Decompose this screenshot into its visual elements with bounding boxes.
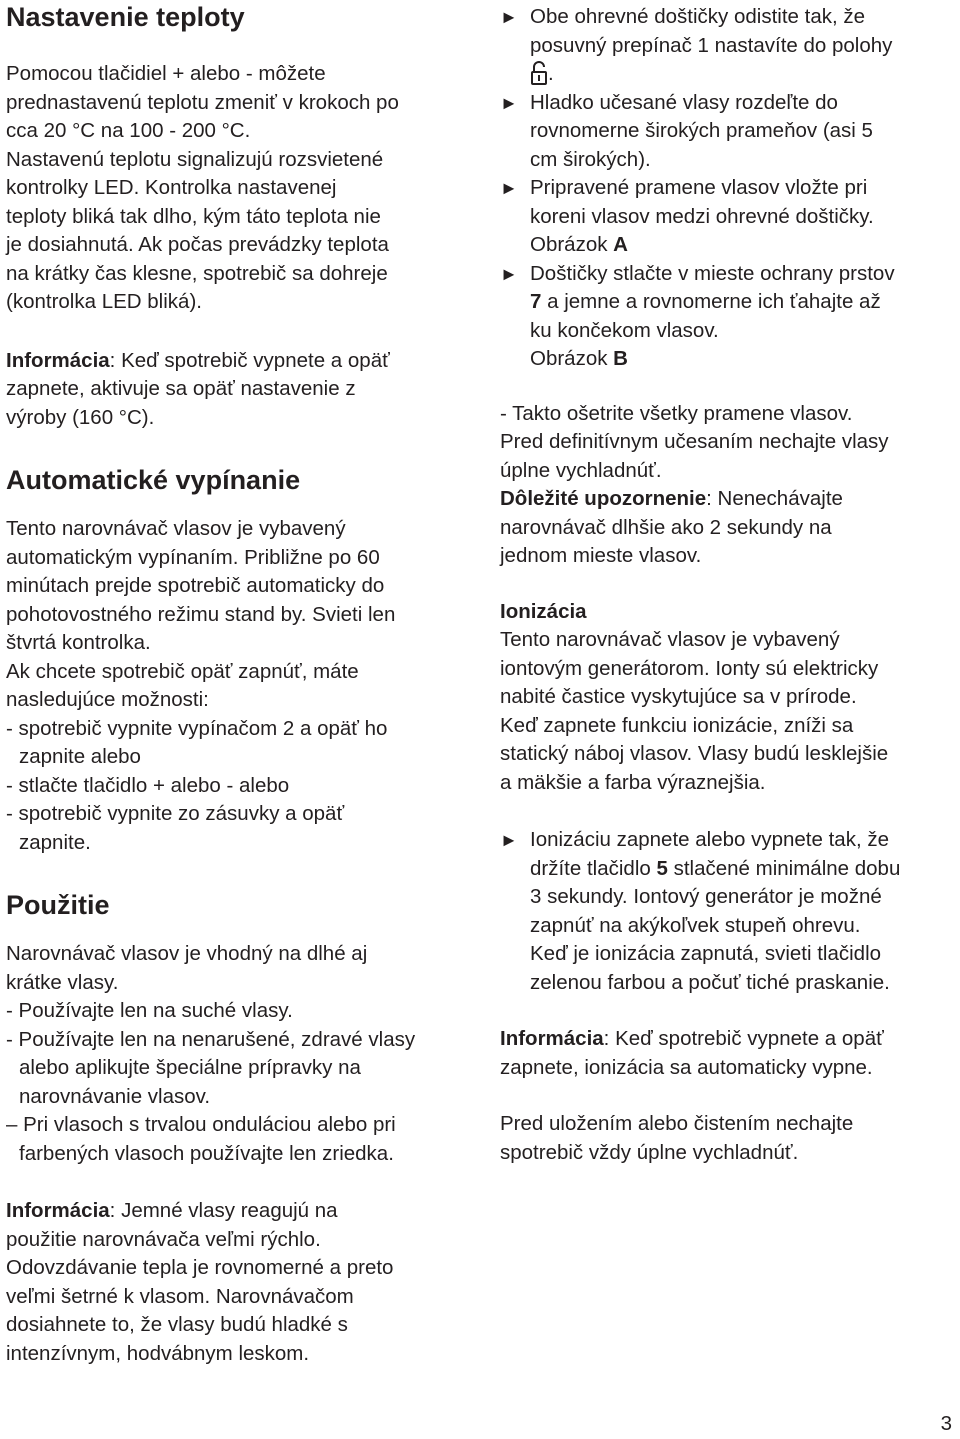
text-span: Obrázok — [530, 347, 614, 370]
text-line: ku končekom vlasov. — [530, 318, 719, 342]
step-divide-hair — [500, 89, 955, 175]
text-line: Obe ohrevné doštičky odistite tak, že — [530, 5, 866, 28]
text-line: zelenou farbou a počuť tiché praskanie. — [530, 970, 890, 994]
text-line: Keď zapnete funkciu ionizácie, zníži sa — [500, 713, 854, 737]
info-note-fine-hair — [6, 1197, 476, 1368]
step-press-plates — [500, 260, 955, 374]
text-line: nasledujúce možnosti: — [6, 688, 209, 711]
arrow-bullet-icon: ► — [500, 263, 518, 284]
text-line: zapnete, aktivuje sa opäť nastavenie z — [6, 377, 356, 400]
warning-label: Dôležité upozornenie — [500, 487, 707, 510]
text-line: intenzívnym, hodvábnym leskom. — [6, 1341, 310, 1365]
text-line: zapnete, ionizácia sa automaticky vypne. — [500, 1055, 873, 1079]
left-column — [6, 0, 476, 1368]
right-column — [500, 3, 955, 1167]
text-line: Pomocou tlačidiel + alebo - môžete — [6, 62, 326, 85]
text-line: cm širokých). — [530, 147, 651, 171]
auto-shutoff-paragraph — [6, 515, 476, 857]
step-insert-strands — [500, 174, 955, 260]
usage-item: - Používajte len na nenarušené, zdravé vlasy alebo aplikujte špeciálne prípravky na narovnávanie vlasov. — [6, 1027, 416, 1108]
text-line — [530, 60, 955, 89]
text-line — [530, 288, 955, 317]
part-number: 7 — [530, 290, 542, 313]
text-line — [530, 855, 955, 884]
text-line: nabité častice vyskytujúce sa v prírode. — [500, 685, 857, 708]
figure-label: A — [613, 233, 628, 256]
unlocked-padlock-icon — [530, 60, 548, 86]
step-unlock-plates — [500, 3, 955, 89]
text-line: statický náboj vlasov. Vlasy budú lesklejšie — [500, 742, 889, 765]
text-line: Pred definitívnym učesaním nechajte vlasy — [500, 430, 889, 453]
text-span: : Nenechávajte — [706, 487, 843, 510]
info-line — [6, 1197, 476, 1226]
text-line: minútach prejde spotrebič automaticky do — [6, 574, 385, 597]
info-line — [6, 347, 476, 376]
heading-temperature-setting: Nastavenie teploty — [6, 2, 245, 32]
ionization-section — [500, 598, 955, 798]
cooling-note — [500, 1110, 955, 1167]
info-label: Informácia — [6, 1199, 110, 1222]
text-line: je dosiahnutá. Ak počas prevádzky teplota — [6, 233, 389, 256]
warning-line — [500, 485, 955, 514]
usage-item: – Pri vlasoch s trvalou onduláciou alebo pri farbených vlasoch používajte len zriedka. — [6, 1113, 396, 1165]
text-line: Pripravené pramene vlasov vložte pri — [530, 176, 868, 199]
text-line: Keď je ionizácia zapnutá, svieti tlačidlo — [530, 942, 882, 965]
text-line: Nastavenú teplotu signalizujú rozsvietené — [6, 147, 384, 171]
text-line: zapnúť na akýkoľvek stupeň ohrevu. — [530, 913, 861, 937]
text-span: držíte tlačidlo — [530, 856, 657, 880]
text-line: Tento narovnávač vlasov je vybavený — [6, 517, 346, 540]
arrow-bullet-icon: ► — [500, 830, 518, 850]
text-line: Doštičky stlačte v mieste ochrany prstov — [530, 261, 895, 285]
text-line: rovnomerne širokých prameňov (asi 5 — [530, 119, 873, 142]
text-line: výroby (160 °C). — [6, 405, 155, 429]
text-line: úplne vychladnúť. — [500, 458, 662, 482]
arrow-bullet-icon: ► — [500, 92, 518, 113]
text-line: automatickým vypínaním. Približne po 60 — [6, 545, 380, 569]
info-label: Informácia — [6, 348, 110, 372]
after-steps-paragraph — [500, 400, 955, 571]
part-number: 5 — [656, 856, 668, 880]
text-line: spotrebič vždy úplne vychladnúť. — [500, 1140, 799, 1164]
text-line: Odovzdávanie tepla je rovnomerné a preto — [6, 1256, 394, 1279]
temperature-paragraph — [6, 60, 476, 317]
option-item: - spotrebič vypnite zo zásuvky a opäť zapnite. — [6, 802, 345, 854]
text-span: Obrázok — [530, 233, 614, 256]
arrow-bullet-icon: ► — [500, 178, 518, 198]
text-line: iontovým generátorom. Ionty sú elektricky — [500, 656, 879, 680]
step-ionization-toggle — [500, 826, 955, 997]
heading-auto-shutoff: Automatické vypínanie — [6, 465, 301, 495]
text-line: jednom mieste vlasov. — [500, 544, 702, 567]
text-span: : Keď spotrebič vypnete a opäť — [109, 348, 390, 372]
text-line: použitie narovnávača veľmi rýchlo. — [6, 1227, 321, 1251]
figure-reference — [530, 345, 955, 374]
text-line: štvrtá kontrolka. — [6, 631, 151, 654]
usage-paragraph — [6, 940, 476, 1168]
text-line: Hladko učesané vlasy rozdeľte do — [530, 90, 838, 114]
text-line: kontrolky LED. Kontrolka nastavenej — [6, 176, 337, 199]
arrow-bullet-icon: ► — [500, 7, 518, 27]
text-line: - Takto ošetrite všetky pramene vlasov. — [500, 401, 853, 425]
text-line: posuvný prepínač 1 nastavíte do polohy — [530, 33, 893, 57]
figure-reference — [530, 231, 955, 260]
text-span: . — [548, 62, 554, 85]
text-span: stlačené minimálne dobu — [667, 856, 901, 880]
text-line: prednastavenú teplotu zmeniť v krokoch po — [6, 90, 399, 114]
option-item: - stlačte tlačidlo + alebo - alebo — [6, 773, 290, 797]
text-line: veľmi šetrné k vlasom. Narovnávačom — [6, 1284, 354, 1308]
text-span: : Keď spotrebič vypnete a opäť — [603, 1027, 884, 1050]
text-line: pohotovostného režimu stand by. Svieti len — [6, 602, 396, 626]
text-line: Pred uložením alebo čistením nechajte — [500, 1112, 854, 1135]
text-line: Tento narovnávač vlasov je vybavený — [500, 628, 840, 651]
text-line: krátke vlasy. — [6, 970, 119, 994]
text-line: teploty bliká tak dlho, kým táto teplota nie — [6, 204, 381, 228]
text-line: Narovnávač vlasov je vhodný na dlhé aj — [6, 942, 368, 965]
text-span: a jemne a rovnomerne ich ťahajte až — [541, 290, 881, 313]
figure-label: B — [613, 347, 628, 370]
usage-item: - Používajte len na suché vlasy. — [6, 999, 293, 1022]
text-line: dosiahnete to, že vlasy budú hladké s — [6, 1313, 348, 1336]
text-line: cca 20 °C na 100 - 200 °C. — [6, 119, 251, 142]
heading-usage: Použitie — [6, 890, 110, 920]
text-line: narovnávač dlhšie ako 2 sekundy na — [500, 515, 832, 539]
info-note-factory-reset — [6, 347, 476, 433]
info-label: Informácia — [500, 1027, 604, 1050]
text-line: Ionizáciu zapnete alebo vypnete tak, že — [530, 828, 889, 851]
text-line: (kontrolka LED bliká). — [6, 290, 202, 313]
text-line: a mäkšie a farba výraznejšia. — [500, 770, 766, 794]
text-line: 3 sekundy. Iontový generátor je možné — [530, 885, 882, 908]
text-line: na krátky čas klesne, spotrebič sa dohreje — [6, 261, 388, 285]
text-line: Ak chcete spotrebič opäť zapnúť, máte — [6, 659, 359, 683]
info-note-ionization — [500, 1025, 955, 1082]
heading-ionization: Ionizácia — [500, 599, 587, 623]
text-span: : Jemné vlasy reagujú na — [109, 1199, 338, 1222]
text-line: koreni vlasov medzi ohrevné doštičky. — [530, 204, 874, 228]
option-item: - spotrebič vypnite vypínačom 2 a opäť ho zapnite alebo — [6, 716, 388, 768]
page-number: 3 — [940, 1412, 952, 1435]
info-line — [500, 1025, 955, 1054]
